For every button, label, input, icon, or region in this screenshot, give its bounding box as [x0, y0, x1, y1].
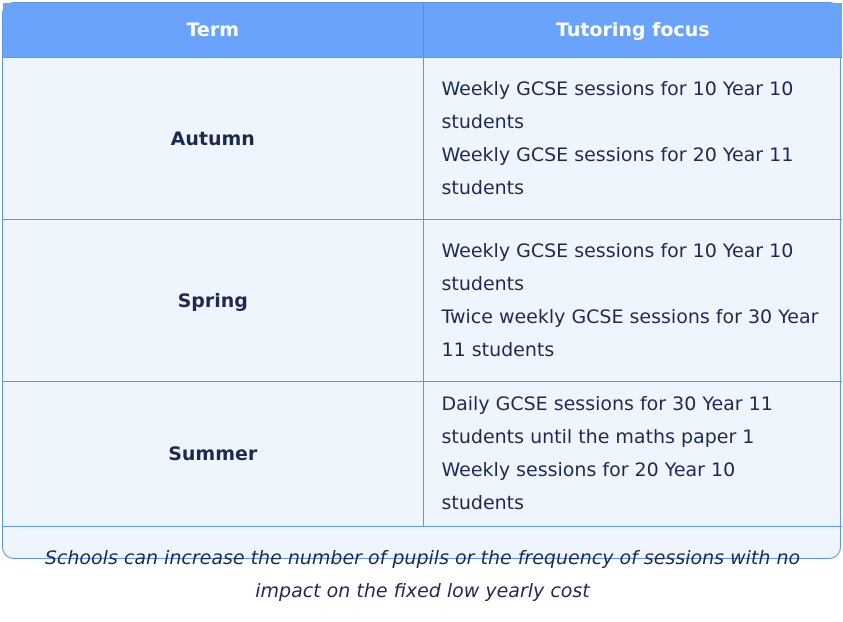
- focus-item: Daily GCSE sessions for 30 Year 11 students until the maths paper 1: [442, 388, 823, 454]
- term-cell: Spring: [3, 220, 423, 382]
- table-row-spring: [3, 220, 842, 382]
- focus-item: Weekly sessions for 20 Year 10 students: [442, 454, 823, 520]
- table-footer-row: [3, 527, 842, 622]
- schedule-table: [3, 3, 842, 622]
- table-row-autumn: [3, 58, 842, 220]
- focus-item: Weekly GCSE sessions for 20 Year 11 students: [442, 139, 823, 205]
- focus-item: Weekly GCSE sessions for 10 Year 10 students: [442, 73, 823, 139]
- focus-item: Weekly GCSE sessions for 10 Year 10 students: [442, 235, 823, 301]
- focus-cell: [423, 220, 842, 382]
- focus-item: Twice weekly GCSE sessions for 30 Year 11 students: [442, 301, 823, 367]
- tutoring-schedule-table: [2, 2, 841, 559]
- table-row-summer: [3, 382, 842, 527]
- term-cell: Summer: [3, 382, 423, 527]
- table-header-row: [3, 3, 842, 58]
- footer-note: Schools can increase the number of pupils or the frequency of sessions with no impact on the fixed low yearly cost: [3, 527, 842, 622]
- focus-cell: [423, 382, 842, 527]
- focus-cell: [423, 58, 842, 220]
- header-term: Term: [3, 3, 423, 58]
- term-cell: Autumn: [3, 58, 423, 220]
- header-tutoring-focus: Tutoring focus: [423, 3, 842, 58]
